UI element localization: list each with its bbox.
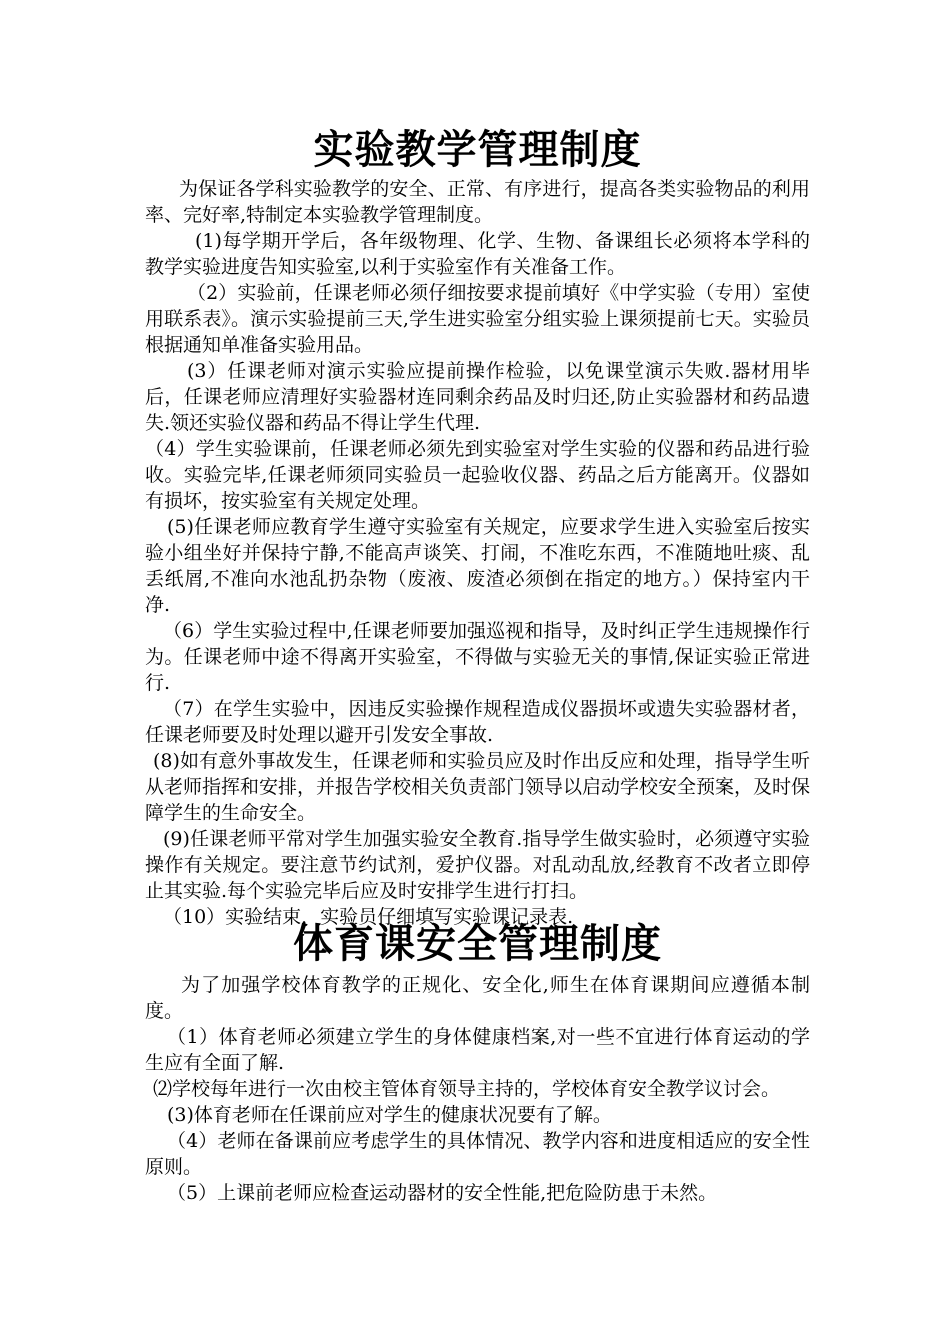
paragraph: （10）实验结束，实验员仔细填写实验课记录表. <box>163 906 574 928</box>
paragraph: 为了加强学校体育教学的正规化、安全化,师生在体育课期间应遵循本制度。 <box>145 974 810 1022</box>
paragraph: (3)体育老师在任课前应对学生的健康状况要有了解。 <box>167 1104 612 1126</box>
paragraph: （4）学生实验课前，任课老师必须先到实验室对学生实验的仪器和药品进行验收。实验完毕,任课老师须同实验员一起验收仪器、药品之后方能离开。仪器如有损坏，按实验室有关规定处理。 <box>145 438 810 512</box>
paragraph: （4）老师在备课前应考虑学生的具体情况、教学内容和进度相适应的安全性原则。 <box>145 1130 810 1178</box>
paragraph: (5)任课老师应教育学生遵守实验室有关规定，应要求学生进入实验室后按实验小组坐好并保持宁静,不能高声谈笑、打闹，不准吃东西，不准随地吐痰、乱丢纸屑,不准向水池乱扔杂物（废液、废渣必须倒在指定的地方。）保持室内干净. <box>145 516 810 616</box>
paragraph: (8)如有意外事故发生，任课老师和实验员应及时作出反应和处理，指导学生听从老师指挥和安排，并报告学校相关负责部门领导以启动学校安全预案，及时保障学生的生命安全。 <box>145 750 811 824</box>
paragraph: （6）学生实验过程中,任课老师要加强巡视和指导，及时纠正学生违规操作行为。任课老师中途不得离开实验室，不得做与实验无关的事情,保证实验正常进行. <box>145 620 810 694</box>
section-pe-safety <box>145 922 810 1206</box>
section-lab-teaching <box>145 128 810 930</box>
paragraph: （5）上课前老师应检查运动器材的安全性能,把危险防患于未然。 <box>167 1182 718 1204</box>
section-title: 体育课安全管理制度 <box>293 920 662 967</box>
paragraph: (9)任课老师平常对学生加强实验安全教育.指导学生做实验时，必须遵守实验操作有关规定。要注意节约试剂，爱护仪器。对乱动乱放,经教育不改者立即停止其实验.每个实验完毕后应及时安排学生进行打扫。 <box>145 828 810 902</box>
paragraph: （2）实验前，任课老师必须仔细按要求提前填好《中学实验（专用）室使用联系表》。演示实验提前三天,学生进实验室分组实验上课须提前七天。实验员根据通知单准备实验用品。 <box>145 282 810 356</box>
paragraph: (3）任课老师对演示实验应提前操作检验，以免课堂演示失败.器材用毕后，任课老师应清理好实验器材连同剩余药品及时归还,防止实验器材和药品遗失.领还实验仪器和药品不得让学生代理. <box>145 360 810 434</box>
paragraph: 为保证各学科实验教学的安全、正常、有序进行，提高各类实验物品的利用率、完好率,特制定本实验教学管理制度。 <box>145 178 810 226</box>
paragraph: （1）体育老师必须建立学生的身体健康档案,对一些不宜进行体育运动的学生应有全面了解. <box>145 1026 810 1074</box>
paragraph: (1)每学期开学后，各年级物理、化学、生物、备课组长必须将本学科的教学实验进度告知实验室,以利于实验室作有关准备工作。 <box>145 230 810 278</box>
paragraph: ⑵学校每年进行一次由校主管体育领导主持的，学校体育安全教学议讨会。 <box>153 1078 781 1100</box>
paragraph: （7）在学生实验中，因违反实验操作规程造成仪器损坏或遗失实验器材者，任课老师要及时处理以避开引发安全事故. <box>145 698 810 746</box>
section-title: 实验教学管理制度 <box>313 126 642 173</box>
